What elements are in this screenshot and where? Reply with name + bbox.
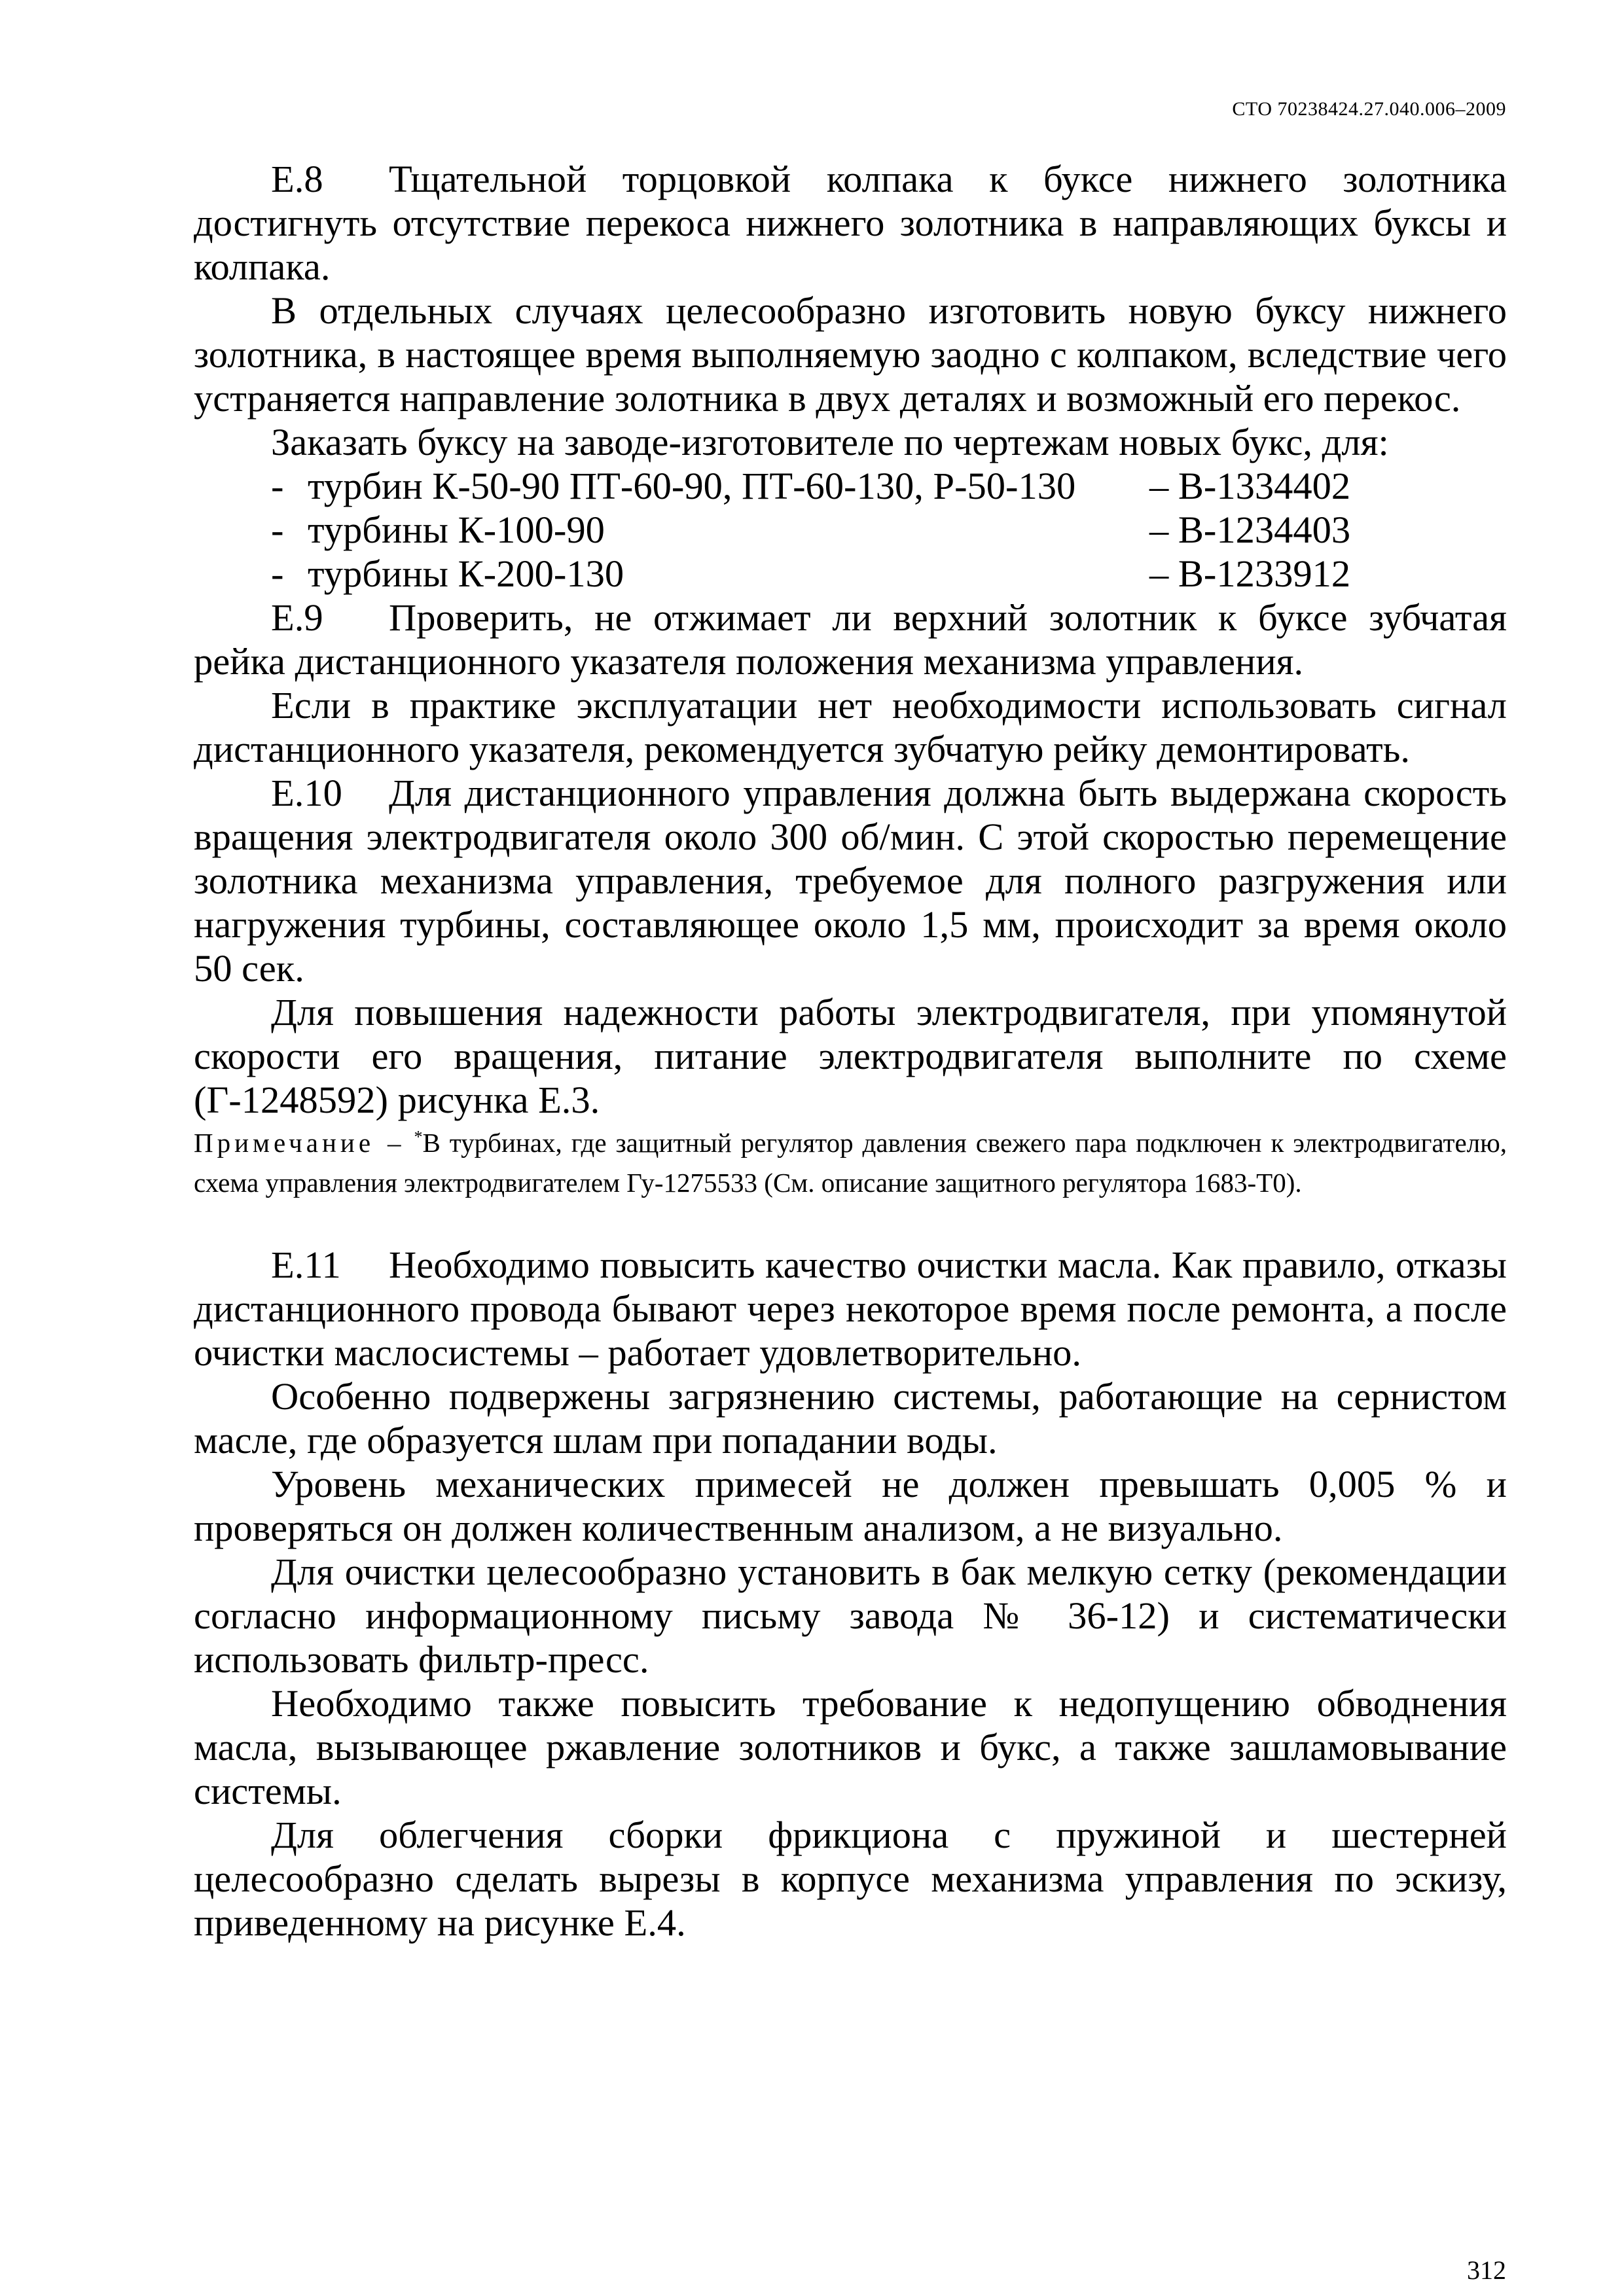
paragraph-e11-5: Необходимо также повысить требование к недопущению обводнения масла, вызывающее ржавление золотников и букс, а также зашламовывание системы.: [194, 1682, 1507, 1812]
document-body: [194, 157, 1507, 1945]
list-item-turbine-1: [194, 464, 1507, 508]
note-text: В турбинах, где защитный регулятор давления свежего пара подключен к электродвигателю, схема управления электродвигателем Гу-1275533 (См. описание защитного регулятора 1683-Т0).: [194, 1128, 1507, 1198]
note: [194, 1123, 1507, 1203]
clause-text-e8: Тщательной торцовкой колпака к буксе нижнего золотника достигнуть отсутствие перекоса нижнего золотника в направляющих буксы и колпака.: [194, 158, 1507, 288]
paragraph-e10-2: Для повышения надежности работы электродвигателя, при упомянутой скорости его вращения, питание электродвигателя выполните по схеме (Г-1248592) рисунка Е.3.: [194, 991, 1507, 1121]
paragraph-e8-2: В отдельных случаях целесообразно изготовить новую буксу нижнего золотника, в настоящее время выполняемую заодно с колпаком, вследствие чего устраняется направление золотника в двух деталях и возможный его перекос.: [194, 289, 1507, 420]
paragraph-e9-2: Если в практике эксплуатации нет необходимости использовать сигнал дистанционного указателя, рекомендуется зубчатую рейку демонтировать.: [194, 684, 1507, 770]
clause-text-e10: Для дистанционного управления должна быть выдержана скорость вращения электродвигателя около 300 об/мин. С этой скоростью перемещение золотника механизма управления, требуемое для полного разгружения или нагружения турбины, составляющее около 1,5 мм, происходит за время около 50 сек.: [194, 772, 1507, 990]
list-item-text: турбины К-100-90: [308, 509, 605, 551]
paragraph-e11-4: Для очистки целесообразно установить в бак мелкую сетку (рекомендации согласно информационному письму завода № 36-12) и систематически использовать фильтр-пресс.: [194, 1551, 1507, 1681]
clause-text-e9: Проверить, не отжимает ли верхний золотник к буксе зубчатая рейка дистанционного указателя положения механизма управления.: [194, 596, 1507, 683]
paragraph-e10: [194, 771, 1507, 990]
list-item-text: турбины К-200-130: [308, 552, 624, 595]
paragraph-e8: [194, 157, 1507, 289]
list-bullet: -: [271, 509, 284, 551]
paragraph-e11-6: Для облегчения сборки фрикциона с пружиной и шестерней целесообразно сделать вырезы в корпусе механизма управления по эскизу, приведенному на рисунке Е.4.: [194, 1814, 1507, 1944]
paragraph-e11-2: Особенно подвержены загрязнению системы, работающие на сернистом масле, где образуется шлам при попадании воды.: [194, 1375, 1507, 1462]
paragraph-e8-3: Заказать буксу на заводе-изготовителе по чертежам новых букс, для:: [271, 421, 1389, 463]
list-item-code: – В-1233912: [1149, 552, 1351, 595]
clause-number-e9: Е.9: [271, 596, 323, 639]
list-item-code: – В-1234403: [1149, 509, 1351, 551]
paragraph-e11: [194, 1243, 1507, 1374]
list-bullet: -: [271, 465, 284, 507]
note-asterisk: *: [414, 1127, 423, 1147]
clause-number-e10: Е.10: [271, 772, 342, 814]
clause-number-e11: Е.11: [271, 1244, 341, 1286]
list-item-turbine-3: [194, 552, 1507, 596]
list-item-text: турбин К-50-90 ПТ-60-90, ПТ-60-130, Р-50-130: [308, 465, 1076, 507]
spacer: [194, 1203, 1507, 1243]
list-item-code: – В-1334402: [1149, 465, 1351, 507]
clause-number-e8: Е.8: [271, 158, 323, 200]
list-item-turbine-2: [194, 508, 1507, 552]
paragraph-e11-3: Уровень механических примесей не должен превышать 0,005 % и проверяться он должен количественным анализом, а не визуально.: [194, 1463, 1507, 1549]
paragraph-e9: [194, 596, 1507, 683]
page-number: 312: [1467, 2255, 1506, 2285]
note-label: Примечание –: [194, 1128, 405, 1158]
list-bullet: -: [271, 552, 284, 595]
document-code: СТО 70238424.27.040.006–2009: [1232, 98, 1506, 120]
clause-text-e11: Необходимо повысить качество очистки масла. Как правило, отказы дистанционного провода бывают через некоторое время после ремонта, а после очистки маслосистемы – работает удовлетворительно.: [194, 1244, 1507, 1374]
